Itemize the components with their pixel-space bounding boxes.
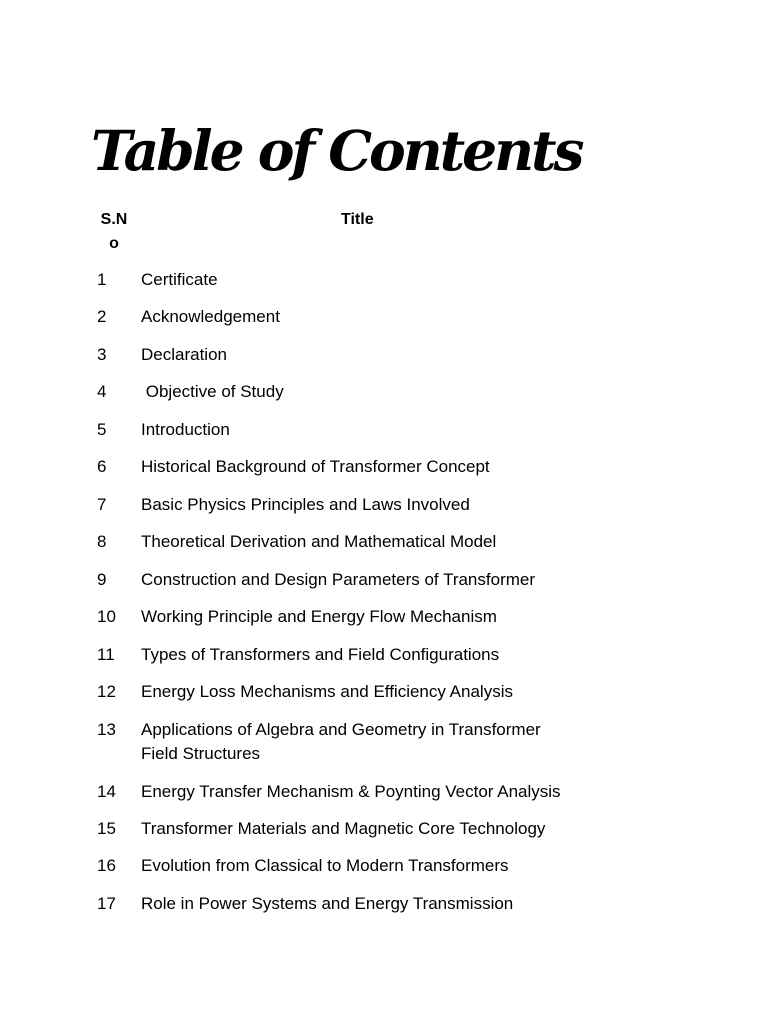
toc-number: 17: [97, 894, 116, 913]
toc-number: 14: [97, 782, 116, 801]
toc-number: 16: [97, 856, 116, 875]
toc-entry-title: Role in Power Systems and Energy Transmission: [141, 894, 514, 913]
toc-entry-title: Energy Loss Mechanisms and Efficiency Analysis: [141, 682, 513, 701]
toc-number: 9: [97, 570, 107, 589]
toc-entry-title: Applications of Algebra and Geometry in Transformer Field Structures: [141, 720, 541, 763]
column-header-sno: S.No: [100, 211, 128, 252]
toc-number: 10: [97, 607, 116, 626]
toc-entry-title: Introduction: [141, 420, 230, 439]
toc-number: 11: [97, 645, 115, 664]
toc-entry-title: Declaration: [141, 345, 227, 364]
column-header-title: Title: [341, 211, 374, 228]
toc-entry-title: Evolution from Classical to Modern Transformers: [141, 856, 509, 875]
toc-number: 15: [97, 819, 116, 838]
toc-entry-title: Certificate: [141, 270, 218, 289]
toc-entry-title: Acknowledgement: [141, 307, 280, 326]
toc-entry-title: Objective of Study: [141, 382, 284, 401]
toc-number: 4: [97, 382, 107, 401]
toc-entry-title: Basic Physics Principles and Laws Involved: [141, 495, 470, 514]
toc-number: 8: [97, 532, 107, 551]
toc-entry-title: Transformer Materials and Magnetic Core Technology: [141, 819, 546, 838]
toc-number: 13: [97, 720, 116, 739]
page-title: Table of Contents: [91, 118, 582, 183]
toc-number: 3: [97, 345, 107, 364]
toc-entry-title: Energy Transfer Mechanism & Poynting Vector Analysis: [141, 782, 561, 801]
toc-number: 7: [97, 495, 107, 514]
toc-entry-title: Theoretical Derivation and Mathematical Model: [141, 532, 497, 551]
toc-number: 1: [97, 270, 107, 289]
toc-number: 2: [97, 307, 107, 326]
toc-entry-title: Working Principle and Energy Flow Mechanism: [141, 607, 497, 626]
toc-entry-title: Types of Transformers and Field Configurations: [141, 645, 500, 664]
toc-number: 6: [97, 457, 107, 476]
toc-number: 12: [97, 682, 116, 701]
toc-entry-title: Construction and Design Parameters of Transformer: [141, 570, 536, 589]
toc-entry-title: Historical Background of Transformer Concept: [141, 457, 490, 476]
toc-number: 5: [97, 420, 107, 439]
